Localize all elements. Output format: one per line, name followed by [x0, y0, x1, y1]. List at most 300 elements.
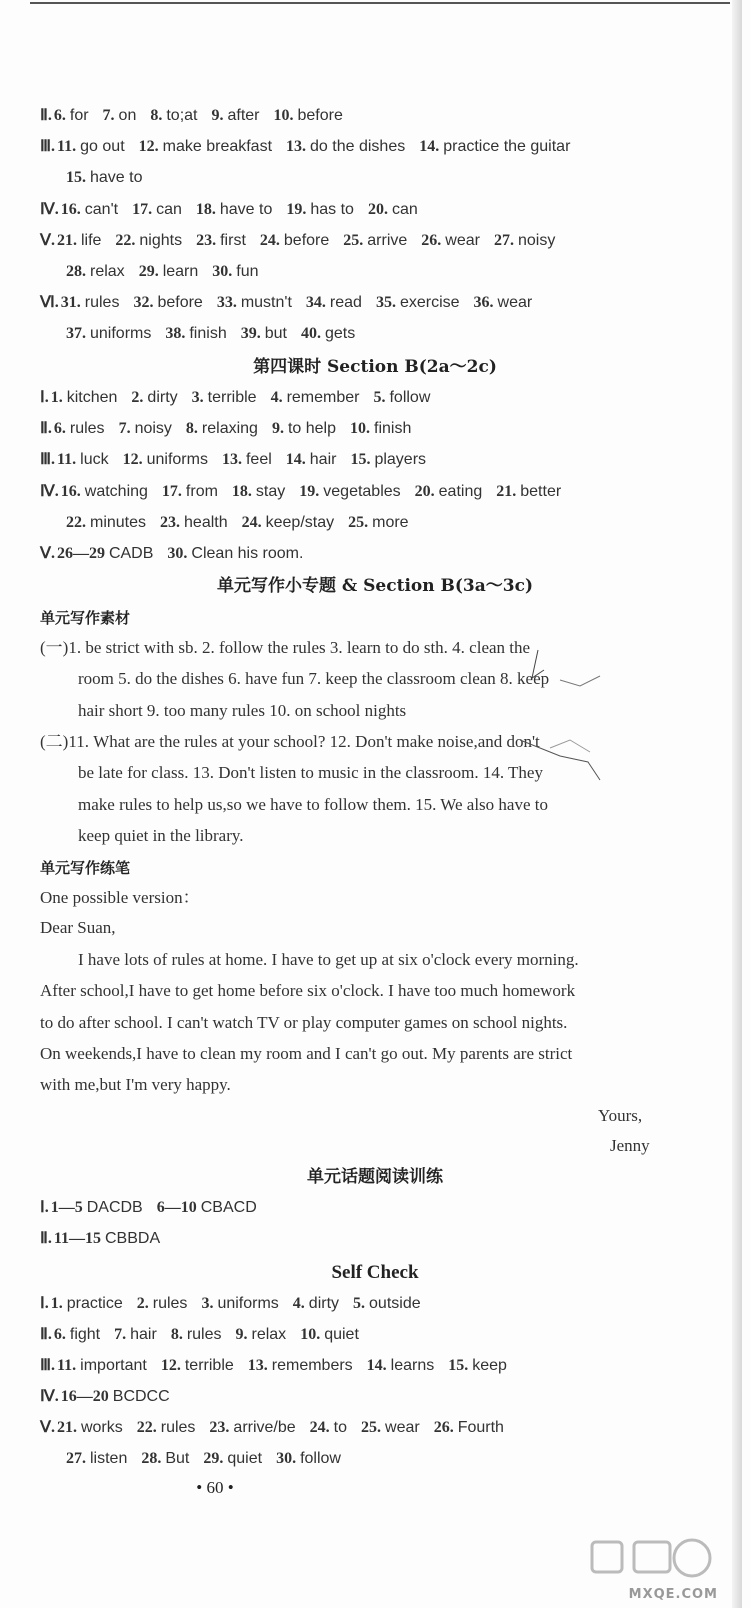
question-number: 15. — [350, 451, 371, 469]
answer-text: practice the guitar — [443, 138, 571, 156]
answer-text: Fourth — [457, 1419, 504, 1436]
answer-text: stay — [255, 482, 286, 500]
answer-row — [40, 293, 546, 313]
answer-item — [186, 420, 258, 437]
question-number: 29. — [203, 1450, 224, 1467]
question-number: 8. — [170, 1326, 183, 1343]
answer-text: rules — [186, 1326, 222, 1343]
answer-item — [123, 451, 208, 468]
question-number: 8. — [150, 107, 163, 124]
answer-text: dirty — [308, 1295, 340, 1312]
writing-material-line: hair short 9. too many rules 10. on school nights — [78, 700, 407, 720]
answer-item — [286, 451, 337, 468]
answer-item — [61, 201, 118, 218]
answer-item — [57, 1419, 123, 1436]
answer-item — [310, 1419, 347, 1436]
answer-text: feel — [245, 451, 272, 469]
question-number: 17. — [161, 482, 182, 500]
answer-text: can — [391, 200, 418, 218]
answer-item — [343, 232, 407, 249]
question-number: 22. — [136, 1419, 157, 1436]
answer-text: have to — [90, 169, 143, 187]
answer-text: follow — [389, 389, 431, 406]
answer-row — [40, 200, 432, 220]
question-number: 25. — [361, 1419, 382, 1436]
letter-body-line: On weekends,I have to clean my room and I can't go out. My parents are strict — [40, 1043, 573, 1063]
answer-item — [474, 294, 533, 311]
answer-text: remembers — [271, 1357, 353, 1374]
question-number: 21. — [56, 231, 77, 249]
answer-item — [66, 514, 146, 531]
letter-closing: Yours, — [598, 1106, 643, 1125]
letter-body-line: After school,I have to get home before six o'clock. I have too much homework — [40, 981, 576, 1001]
answer-item — [61, 1388, 170, 1405]
answer-row — [40, 1418, 518, 1438]
answer-row — [40, 1387, 184, 1407]
answer-text: to help — [287, 420, 336, 438]
answer-item — [61, 483, 148, 500]
answer-item — [51, 1295, 123, 1312]
answer-item — [66, 263, 125, 280]
answer-text: uniforms — [146, 451, 208, 469]
writing-material-line: keep quiet in the library. — [78, 825, 244, 845]
question-number: 25. — [348, 513, 369, 531]
question-number: 30. — [212, 263, 233, 280]
answer-text: learn — [162, 263, 199, 280]
answer-item — [139, 263, 199, 280]
answer-text: go out — [80, 138, 125, 156]
answer-text: health — [184, 513, 228, 531]
answer-item — [203, 1450, 262, 1467]
answer-item — [368, 201, 418, 218]
writing-material-line: room 5. do the dishes 6. have fun 7. keep the classroom clean 8. keep — [78, 669, 550, 689]
answer-text: important — [80, 1357, 147, 1374]
writing-material-line: make rules to help us,so we have to follow them. 15. We also have to — [78, 794, 548, 814]
question-number: 9. — [235, 1326, 248, 1343]
question-number: 12. — [138, 138, 159, 156]
answer-item — [61, 294, 120, 311]
answer-text: CBBDA — [105, 1230, 161, 1247]
answer-text: life — [80, 231, 102, 249]
question-number: 2. — [136, 1295, 149, 1312]
roman-numeral: Ⅲ. — [40, 1357, 56, 1374]
answer-text: uniforms — [217, 1295, 279, 1312]
answer-text: for — [69, 107, 89, 124]
answer-text: minutes — [90, 513, 147, 531]
answer-row — [66, 262, 273, 282]
answer-item — [361, 1419, 420, 1436]
roman-numeral: Ⅱ. — [40, 1230, 52, 1247]
answer-text: works — [80, 1419, 123, 1436]
answer-item — [494, 232, 555, 249]
answer-item — [160, 514, 228, 531]
watermark-text: MXQE.COM — [628, 1587, 718, 1602]
question-number: 15. — [66, 169, 86, 187]
answer-text: terrible — [207, 389, 257, 406]
question-number: 8. — [185, 420, 198, 438]
question-number: 23. — [209, 1419, 230, 1436]
section-b-title: 第四课时 Section B(2a～2c) — [253, 357, 497, 377]
answer-item — [301, 325, 355, 342]
question-number: 10. — [350, 420, 370, 438]
answer-item — [196, 232, 246, 249]
answer-item — [115, 232, 182, 249]
question-number: 1. — [50, 389, 63, 406]
answer-item — [271, 389, 360, 406]
letter-body-line: with me,but I'm very happy. — [40, 1075, 231, 1095]
roman-numeral: Ⅳ. — [40, 1388, 59, 1405]
question-number: 34. — [305, 294, 326, 312]
answer-text: noisy — [517, 231, 556, 249]
answer-item — [367, 1357, 435, 1374]
question-number: 6—10 — [156, 1199, 197, 1216]
answer-text: rules — [69, 420, 105, 438]
answer-item — [57, 451, 109, 468]
answer-text: players — [374, 451, 427, 469]
answer-item — [260, 232, 329, 249]
letter-signature: Jenny — [610, 1136, 650, 1155]
answer-row — [40, 1198, 271, 1218]
answer-item — [376, 294, 460, 311]
answer-text: rules — [84, 294, 120, 312]
question-number: 23. — [196, 231, 217, 249]
answer-item — [350, 451, 426, 468]
answer-item — [196, 201, 272, 218]
answer-item — [212, 263, 258, 280]
answer-row — [40, 1294, 435, 1314]
answer-item — [114, 1326, 157, 1343]
answer-item — [57, 232, 101, 249]
answer-text: listen — [90, 1450, 128, 1467]
answer-text: hair — [130, 1326, 157, 1343]
answer-item — [141, 1450, 189, 1467]
question-number: 13. — [286, 138, 307, 156]
answer-text: exercise — [399, 294, 460, 312]
answer-text: wear — [497, 294, 533, 312]
answer-text: follow — [300, 1450, 341, 1467]
answer-text: watching — [84, 482, 148, 500]
question-number: 40. — [300, 325, 321, 343]
question-number: 1. — [50, 1295, 63, 1312]
answer-text: after — [227, 107, 260, 124]
question-number: 14. — [285, 451, 306, 469]
question-number: 19. — [286, 200, 307, 218]
question-number: 10. — [273, 107, 294, 124]
answer-item — [157, 1199, 257, 1216]
question-number: 20. — [414, 482, 435, 500]
question-number: 11. — [57, 1357, 77, 1374]
roman-numeral: Ⅵ. — [40, 294, 59, 312]
question-number: 4. — [292, 1295, 305, 1312]
answer-text: have to — [219, 200, 273, 218]
answer-item — [217, 294, 292, 311]
page-number: • 60 • — [196, 1478, 234, 1497]
answer-text: Clean his room. — [191, 545, 304, 562]
question-number: 7. — [114, 1326, 127, 1343]
question-number: 11. — [57, 451, 77, 469]
reading-title: 单元话题阅读训练 — [307, 1167, 443, 1187]
answer-item — [419, 138, 570, 155]
answer-text: keep/stay — [265, 513, 335, 531]
answer-item — [66, 169, 142, 186]
answer-text: mustn't — [240, 294, 292, 312]
answer-text: to;at — [166, 107, 198, 124]
answer-item — [248, 1357, 353, 1374]
question-number: 24. — [309, 1419, 330, 1436]
answer-item — [51, 1199, 143, 1216]
roman-numeral: Ⅰ. — [40, 1199, 49, 1216]
answer-item — [209, 1419, 295, 1436]
answer-text: more — [372, 513, 409, 531]
question-number: 29. — [138, 263, 159, 280]
answer-text: fight — [69, 1326, 101, 1343]
letter-body-line: to do after school. I can't watch TV or play computer games on school nights. — [40, 1012, 568, 1032]
answer-text: terrible — [184, 1357, 234, 1374]
answer-item — [448, 1357, 507, 1374]
writing-material-line: be late for class. 13. Don't listen to music in the classroom. 14. They — [78, 763, 543, 783]
answer-row — [66, 324, 369, 344]
answer-text: from — [185, 482, 218, 500]
answer-text: can — [156, 200, 182, 218]
answer-row — [40, 231, 569, 251]
answer-item — [165, 325, 226, 342]
question-number: 16. — [60, 200, 81, 218]
question-number: 9. — [211, 107, 224, 124]
question-number: 25. — [343, 231, 364, 249]
answer-text: but — [264, 325, 287, 343]
answer-text: relax — [90, 263, 125, 280]
answer-item — [300, 1326, 359, 1343]
answer-item — [103, 107, 137, 124]
answer-item — [132, 201, 182, 218]
answer-text: wear — [445, 231, 480, 249]
answer-item — [54, 1230, 160, 1247]
question-number: 33. — [216, 294, 237, 312]
answer-text: relaxing — [201, 420, 258, 438]
question-number: 12. — [160, 1357, 181, 1374]
question-number: 18. — [231, 482, 252, 500]
answer-text: first — [220, 231, 246, 249]
answer-item — [306, 294, 362, 311]
roman-numeral: Ⅱ. — [40, 107, 52, 124]
answer-text: gets — [324, 325, 356, 343]
answer-item — [57, 545, 153, 562]
answer-text: on — [118, 107, 137, 124]
answer-row — [66, 168, 156, 188]
question-number: 35. — [375, 294, 396, 312]
question-number: 32. — [133, 294, 154, 312]
question-number: 15. — [448, 1357, 469, 1374]
question-number: 36. — [473, 294, 494, 312]
writing-practice-label: 单元写作练笔 — [40, 859, 131, 877]
question-number: 22. — [115, 231, 136, 249]
answer-text: has to — [310, 200, 354, 218]
question-number: 24. — [241, 513, 262, 531]
question-number: 26. — [421, 231, 442, 249]
answer-text: luck — [80, 451, 109, 469]
roman-numeral: Ⅴ. — [40, 231, 55, 249]
answer-text: kitchen — [66, 389, 118, 406]
answer-item — [274, 107, 343, 124]
question-number: 23. — [160, 513, 181, 531]
question-number: 21. — [56, 1419, 77, 1436]
question-number: 5. — [373, 389, 386, 406]
question-number: 5. — [353, 1295, 366, 1312]
question-number: 7. — [102, 107, 115, 124]
roman-numeral: Ⅲ. — [40, 138, 56, 156]
answer-text: rules — [152, 1295, 188, 1312]
answer-text: keep — [472, 1357, 507, 1374]
writing-material-label: 单元写作素材 — [40, 609, 131, 627]
question-number: 30. — [276, 1450, 297, 1467]
answer-item — [150, 107, 197, 124]
question-number: 39. — [240, 325, 261, 343]
answer-row — [66, 513, 423, 533]
roman-numeral: Ⅳ. — [40, 482, 59, 500]
answer-item — [286, 201, 354, 218]
answer-text: fun — [236, 263, 259, 280]
question-number: 18. — [195, 200, 216, 218]
answer-text: vegetables — [323, 482, 401, 500]
answer-text: outside — [369, 1295, 421, 1312]
roman-numeral: Ⅱ. — [40, 1326, 52, 1343]
answer-text: hair — [309, 451, 337, 469]
answer-item — [272, 420, 336, 437]
answer-text: finish — [374, 420, 412, 438]
answer-item — [133, 294, 202, 311]
roman-numeral: Ⅴ. — [40, 1419, 55, 1436]
question-number: 21. — [496, 482, 517, 500]
pencil-scribble-mark — [500, 640, 630, 790]
question-number: 11. — [57, 138, 77, 156]
answer-row — [40, 419, 425, 439]
answer-item — [54, 1326, 100, 1343]
answer-text: quiet — [227, 1450, 263, 1467]
question-number: 37. — [66, 325, 86, 343]
answer-text: arrive/be — [233, 1419, 296, 1436]
answer-text: make breakfast — [162, 138, 273, 156]
answer-row — [66, 1449, 355, 1469]
question-number: 4. — [270, 389, 283, 406]
answer-item — [222, 451, 272, 468]
answer-text: before — [157, 294, 203, 312]
letter-greeting: Dear Suan, — [40, 918, 116, 937]
answer-item — [232, 483, 285, 500]
answer-item — [373, 389, 430, 406]
answer-item — [167, 545, 303, 562]
answer-item — [299, 483, 400, 500]
answer-text: practice — [66, 1295, 123, 1312]
answer-text: uniforms — [90, 325, 152, 343]
answer-item — [66, 325, 151, 342]
roman-numeral: Ⅴ. — [40, 545, 55, 562]
question-number: 28. — [66, 263, 86, 280]
answer-item — [201, 1295, 278, 1312]
question-number: 16—20 — [60, 1388, 109, 1405]
question-number: 13. — [221, 451, 242, 469]
answer-item — [57, 138, 125, 155]
question-number: 19. — [299, 482, 320, 500]
question-number: 24. — [259, 231, 280, 249]
question-number: 38. — [165, 325, 186, 343]
answer-text: quiet — [324, 1326, 359, 1343]
answer-text: finish — [189, 325, 227, 343]
answer-text: do the dishes — [310, 138, 406, 156]
top-border-line — [30, 2, 730, 4]
answer-item — [171, 1326, 222, 1343]
writing-title: 单元写作小专题 & Section B(3a～3c) — [216, 576, 534, 596]
answer-row — [40, 106, 357, 126]
answer-text: nights — [139, 231, 183, 249]
answer-item — [348, 514, 408, 531]
answer-text: can't — [84, 200, 119, 218]
answer-row — [40, 544, 317, 564]
answer-item — [192, 389, 257, 406]
answer-text: before — [283, 231, 330, 249]
answer-row — [40, 1356, 521, 1376]
answer-text: remember — [286, 389, 360, 406]
answer-item — [162, 483, 218, 500]
answer-item — [137, 1295, 188, 1312]
answer-text: noisy — [134, 420, 172, 438]
answer-text: DACDB — [86, 1199, 143, 1216]
question-number: 6. — [53, 420, 66, 438]
question-number: 26. — [433, 1419, 454, 1436]
question-number: 3. — [191, 389, 204, 406]
answer-item — [54, 420, 105, 437]
question-number: 12. — [122, 451, 143, 469]
answer-item — [119, 420, 172, 437]
answer-row — [40, 1325, 373, 1345]
answer-row — [40, 137, 584, 157]
answer-text: wear — [385, 1419, 420, 1436]
answer-row — [40, 482, 575, 502]
answer-item — [211, 107, 259, 124]
roman-numeral: Ⅰ. — [40, 1295, 49, 1312]
question-number: 31. — [60, 294, 81, 312]
question-number: 27. — [66, 1450, 86, 1467]
answer-text: before — [297, 107, 343, 124]
question-number: 30. — [167, 545, 188, 562]
answer-item — [236, 1326, 287, 1343]
question-number: 1—5 — [50, 1199, 83, 1216]
answer-item — [276, 1450, 341, 1467]
answer-item — [434, 1419, 504, 1436]
answer-item — [293, 1295, 339, 1312]
self-check-title: Self Check — [331, 1262, 419, 1283]
answer-text: to — [333, 1419, 348, 1436]
letter-intro: One possible version： — [40, 888, 200, 907]
question-number: 10. — [300, 1326, 321, 1343]
answer-text: learns — [390, 1357, 435, 1374]
question-number: 6. — [53, 107, 66, 124]
answer-item — [415, 483, 483, 500]
writing-material-line: (一)1. be strict with sb. 2. follow the rules 3. learn to do sth. 4. clean the — [40, 638, 531, 657]
answer-item — [66, 1450, 127, 1467]
letter-body-line: I have lots of rules at home. I have to get up at six o'clock every morning. — [78, 950, 579, 969]
answer-text: arrive — [367, 231, 408, 249]
answer-item — [350, 420, 411, 437]
answer-item — [57, 1357, 147, 1374]
question-number: 16. — [60, 482, 81, 500]
answer-text: CADB — [108, 545, 154, 562]
answer-text: relax — [251, 1326, 287, 1343]
roman-numeral: Ⅰ. — [40, 389, 49, 406]
answer-item — [161, 1357, 234, 1374]
answer-text: But — [165, 1450, 190, 1467]
answer-item — [137, 1419, 196, 1436]
answer-item — [241, 325, 287, 342]
